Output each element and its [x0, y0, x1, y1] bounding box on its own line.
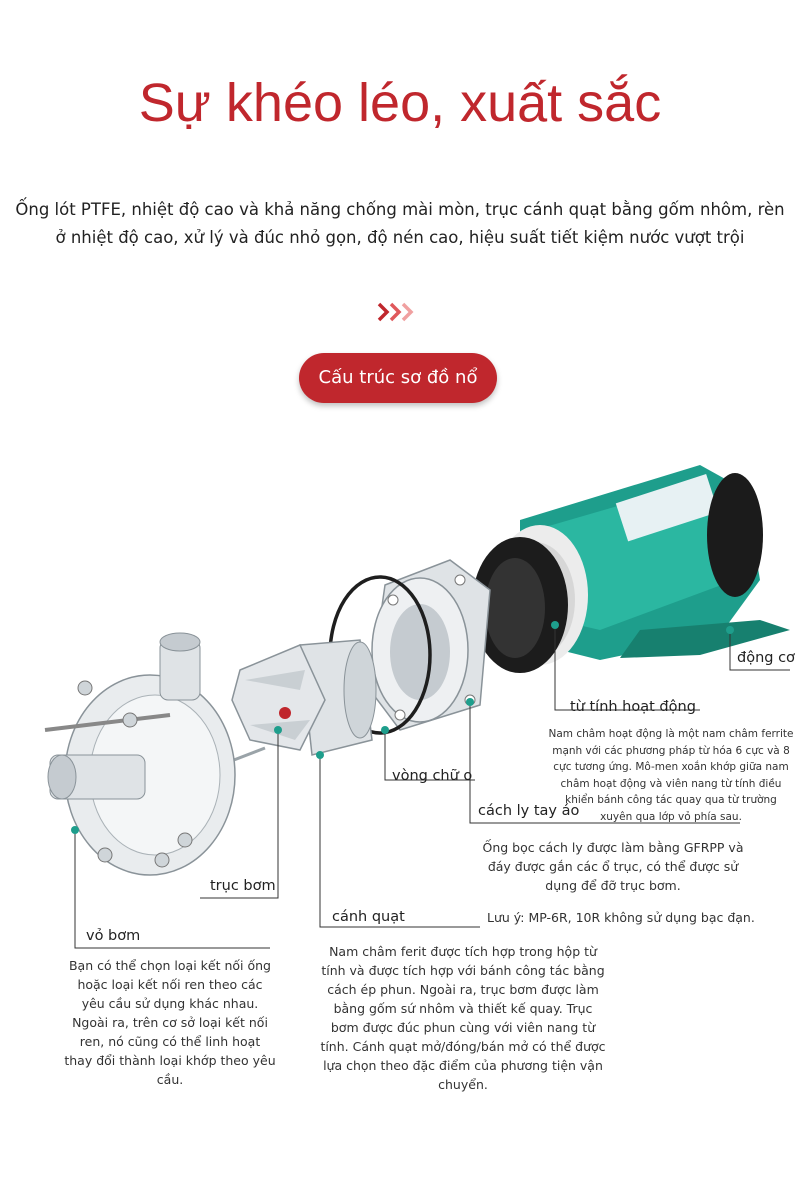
desc-housing: Bạn có thể chọn loại kết nối ống hoặc loại kết nối ren theo các yêu cầu sử dụng khác nhau. Ngoài ra, trên cơ sở loại kết nối ren, nó cũng có thể linh hoạt thay đổi thành loại khớp theo yêu cầu. — [64, 958, 276, 1087]
chevrons-right-icon — [376, 300, 424, 324]
section-button[interactable]: Cấu trúc sơ đồ nổ — [299, 353, 497, 403]
label-housing: vỏ bơm — [86, 928, 141, 944]
label-shaft: trục bơm — [210, 878, 276, 894]
motor-illustration — [472, 465, 790, 673]
desc-sleeve: Ống bọc cách ly được làm bằng GFRPP và đáy được gắn các ổ trục, có thể được sử dụng để đỡ trục bơm. — [482, 840, 744, 893]
label-magnet: từ tính hoạt động — [570, 699, 696, 715]
page-title: Sự khéo léo, xuất sắc — [138, 73, 662, 133]
label-oring: vòng chữ o — [392, 768, 473, 784]
desc-magnet: Nam châm hoạt động là một nam châm ferrite mạnh với các phương pháp từ hóa 6 cực và 8 cực tương ứng. Mô-men xoắn khớp giữa nam châm hoạt động và viên nang từ tính điều khiển bánh công tác quay qua từ trường xuyên qua lớp vỏ phía sau. — [548, 728, 794, 823]
label-impeller: cánh quạt — [332, 909, 405, 925]
housing-illustration — [45, 633, 235, 875]
label-sleeve: cách ly tay áo — [478, 803, 580, 819]
impeller-illustration — [232, 640, 376, 755]
desc-impeller: Nam châm ferit được tích hợp trong hộp từ tính và được tích hợp với bánh công tác bằng cách ép phun. Ngoài ra, trục bơm được làm bằng gốm sứ nhôm và thiết kế quay. Trục bơm được đúc phun cùng với viên nang từ tính. Cánh quạt mở/đóng/bán mở có thể được lựa chọn theo đặc điểm của phương tiện vận chuyển. — [320, 944, 606, 1092]
note-bearing: Lưu ý: MP-6R, 10R không sử dụng bạc đạn. — [487, 910, 755, 925]
label-motor: động cơ — [737, 650, 795, 666]
intro-text: Ống lót PTFE, nhiệt độ cao và khả năng chống mài mòn, trục cánh quạt bằng gốm nhôm, rèn ở nhiệt độ cao, xử lý và đúc nhỏ gọn, độ nén cao, hiệu suất tiết kiệm nước vượt trội — [15, 200, 785, 247]
